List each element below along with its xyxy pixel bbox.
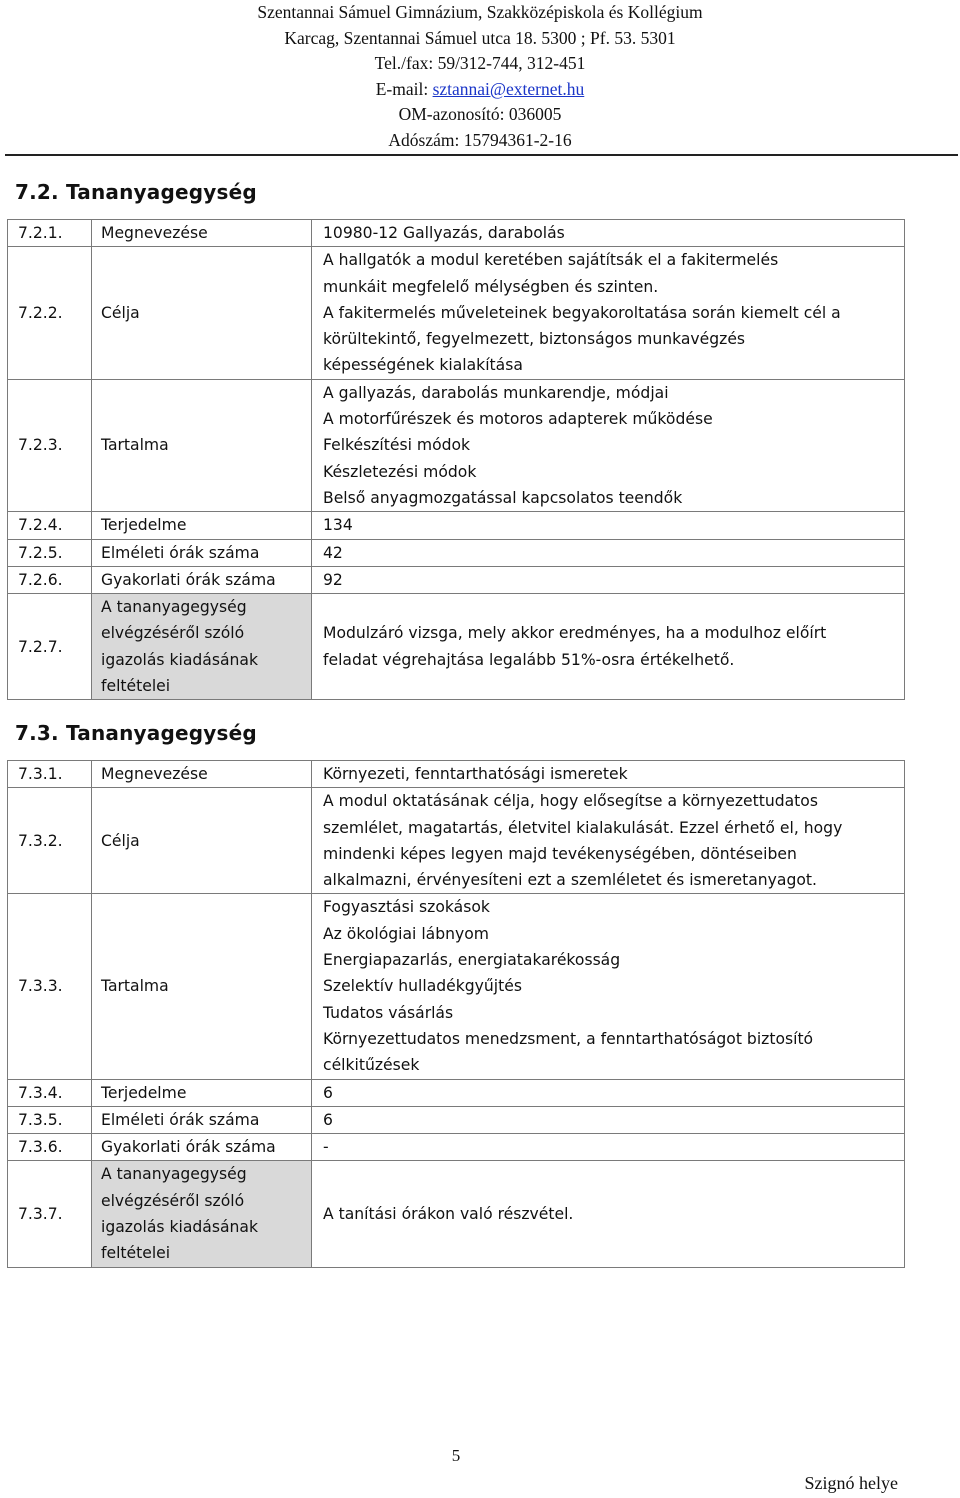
row-number: 7.3.1. — [8, 761, 92, 788]
row-label-line: feltételei — [101, 677, 171, 696]
row-number: 7.3.3. — [8, 894, 92, 1079]
row-label-line: elvégzéséről szóló — [101, 1191, 245, 1210]
row-number: 7.2.6. — [8, 566, 92, 593]
table-row — [8, 512, 905, 539]
row-label: Megnevezése — [92, 761, 312, 788]
table-row — [8, 379, 905, 511]
row-value-line: Az ökológiai lábnyom — [323, 924, 489, 943]
table-row — [8, 539, 905, 566]
row-value-line: A modul oktatásának célja, hogy elősegítse a környezettudatos — [323, 792, 818, 811]
table-row — [8, 247, 905, 379]
row-value-line: - — [323, 1138, 329, 1157]
page-number: 5 — [451, 1446, 461, 1465]
row-value-line: A fakitermelés műveleteinek begyakoroltatása során kiemelt cél a — [323, 303, 841, 322]
row-label-line: feltételei — [101, 1244, 171, 1263]
header-line-email — [0, 77, 960, 103]
section-title-7-2: 7.2. Tananyagegység — [15, 180, 257, 204]
row-label: Megnevezése — [92, 220, 312, 247]
row-value-line: körültekintő, fegyelmezett, biztonságos munkavégzés — [323, 330, 746, 349]
row-value-line: A tanítási órákon való részvétel. — [323, 1204, 574, 1223]
row-label: Terjedelme — [92, 512, 312, 539]
row-number: 7.3.7. — [8, 1161, 92, 1267]
row-number: 7.2.4. — [8, 512, 92, 539]
row-value-line: munkáit megfelelő mélységben és szinten. — [323, 277, 659, 296]
row-value-line: Készletezési módok — [323, 462, 477, 481]
row-label: Tartalma — [92, 894, 312, 1079]
email-link[interactable]: sztannai@externet.hu — [432, 78, 585, 99]
row-value-line: Fogyasztási szokások — [323, 898, 490, 917]
row-value — [312, 1134, 905, 1161]
row-value-line: A gallyazás, darabolás munkarendje, módjai — [323, 383, 669, 402]
row-value — [312, 1079, 905, 1106]
header-divider — [5, 154, 958, 156]
row-value — [312, 1161, 905, 1267]
row-value — [312, 220, 905, 247]
row-label — [92, 1161, 312, 1267]
row-label — [92, 594, 312, 700]
row-number: 7.3.4. — [8, 1079, 92, 1106]
row-value — [312, 894, 905, 1079]
row-label: Gyakorlati órák száma — [92, 566, 312, 593]
row-value-line: Tudatos vásárlás — [323, 1003, 454, 1022]
row-label-line: igazolás kiadásának — [101, 650, 259, 669]
row-value-line: 6 — [323, 1083, 333, 1102]
row-number: 7.2.2. — [8, 247, 92, 379]
row-value-line: Belső anyagmozgatással kapcsolatos teendők — [323, 488, 683, 507]
row-value-line: képességének kialakítása — [323, 356, 523, 375]
table-row — [8, 566, 905, 593]
row-number: 7.2.3. — [8, 379, 92, 511]
row-value-line: Energiapazarlás, energiatakarékosság — [323, 951, 621, 970]
table-row — [8, 1134, 905, 1161]
row-value-line: Környezettudatos menedzsment, a fenntarthatóságot biztosító — [323, 1029, 814, 1048]
table-row — [8, 761, 905, 788]
row-value-line: alkalmazni, érvényesíteni ezt a szemléletet és ismeretanyagot. — [323, 871, 817, 890]
row-value — [312, 247, 905, 379]
row-label: Gyakorlati órák száma — [92, 1134, 312, 1161]
row-label: Elméleti órák száma — [92, 539, 312, 566]
table-row — [8, 894, 905, 1079]
row-label-line: A tananyagegység — [101, 598, 247, 617]
row-value — [312, 761, 905, 788]
row-label: Terjedelme — [92, 1079, 312, 1106]
row-value-line: mindenki képes legyen majd tevékenységében, döntéseiben — [323, 844, 797, 863]
row-value-line: A motorfűrészek és motoros adapterek működése — [323, 410, 713, 429]
row-value-line: feladat végrehajtása legalább 51%-osra értékelhető. — [323, 650, 735, 669]
row-value — [312, 379, 905, 511]
header-line-phone: Tel./fax: 59/312-744, 312-451 — [374, 53, 586, 73]
row-value-line: Modulzáró vizsga, mely akkor eredményes, ha a modulhoz előírt — [323, 624, 827, 643]
header-line-address: Karcag, Szentannai Sámuel utca 18. 5300 ; Pf. 53. 5301 — [284, 27, 676, 48]
row-label: Célja — [92, 247, 312, 379]
school-header — [0, 0, 960, 153]
row-number: 7.3.5. — [8, 1106, 92, 1133]
row-value-line: Felkészítési módok — [323, 436, 471, 455]
email-prefix: E-mail: — [375, 78, 433, 99]
unit-table-7-2 — [7, 219, 905, 700]
row-value-line: 42 — [323, 543, 343, 562]
row-number: 7.2.5. — [8, 539, 92, 566]
row-number: 7.3.2. — [8, 788, 92, 894]
row-value-line: 134 — [323, 516, 353, 535]
header-line-tax: Adószám: 15794361-2-16 — [388, 129, 572, 150]
signature-placeholder: Szignó helye — [804, 1473, 898, 1493]
table-row — [8, 220, 905, 247]
row-label-line: igazolás kiadásának — [101, 1218, 259, 1237]
row-value-line: 92 — [323, 570, 343, 589]
row-value — [312, 788, 905, 894]
row-value — [312, 512, 905, 539]
table-row — [8, 1079, 905, 1106]
row-value-line: Környezeti, fenntarthatósági ismeretek — [323, 765, 628, 783]
row-number: 7.3.6. — [8, 1134, 92, 1161]
table-row — [8, 594, 905, 700]
row-label-line: elvégzéséről szóló — [101, 624, 245, 643]
table-row — [8, 1106, 905, 1133]
row-number: 7.2.7. — [8, 594, 92, 700]
row-value-line: Szelektív hulladékgyűjtés — [323, 977, 522, 996]
row-value-line: 6 — [323, 1110, 333, 1129]
table-row — [8, 788, 905, 894]
header-line-om: OM-azonosító: 036005 — [398, 104, 562, 124]
row-value-line: 10980-12 Gallyazás, darabolás — [323, 224, 565, 242]
row-value-line: A hallgatók a modul keretében sajátítsák el a fakitermelés — [323, 251, 779, 270]
row-value — [312, 594, 905, 700]
row-label: Célja — [92, 788, 312, 894]
unit-table-7-3 — [7, 760, 905, 1268]
row-value — [312, 539, 905, 566]
row-value-line: célkitűzések — [323, 1056, 420, 1075]
section-title-7-3: 7.3. Tananyagegység — [15, 721, 257, 745]
row-label: Tartalma — [92, 379, 312, 511]
row-number: 7.2.1. — [8, 220, 92, 247]
row-label: Elméleti órák száma — [92, 1106, 312, 1133]
row-value — [312, 1106, 905, 1133]
row-value — [312, 566, 905, 593]
row-value-line: szemlélet, magatartás, életvitel kialakulását. Ezzel érhető el, hogy — [323, 818, 843, 837]
row-label-line: A tananyagegység — [101, 1165, 247, 1184]
table-row — [8, 1161, 905, 1267]
header-line-school: Szentannai Sámuel Gimnázium, Szakközépiskola és Kollégium — [257, 2, 703, 22]
